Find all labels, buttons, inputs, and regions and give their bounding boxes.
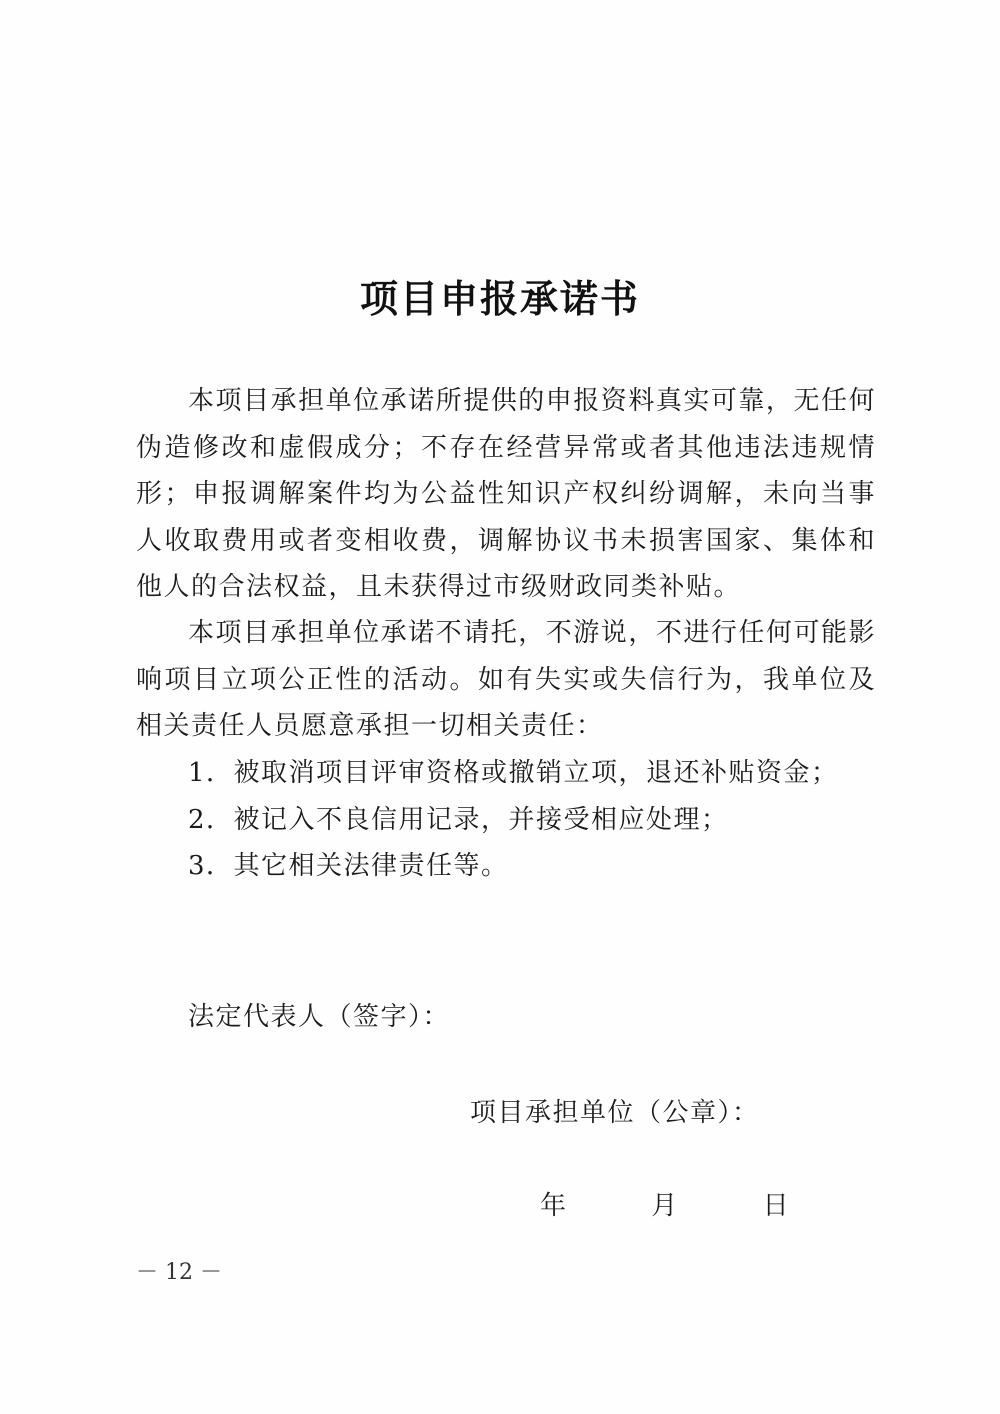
- date-day-label: 日: [762, 1191, 791, 1221]
- consequence-list: [188, 750, 888, 890]
- paragraph-text: 本项目承担单位承诺所提供的申报资料真实可靠，无任何伪造修改和虚假成分；不存在经营异常或者其他违法违规情形；申报调解案件均为公益性知识产权纠纷调解，未向当事人收取费用或者变相收费，调解协议书未损害国家、集体和他人的合法权益，且未获得过市级财政同类补贴。: [136, 386, 876, 602]
- date-month-label: 月: [651, 1191, 679, 1221]
- unit-seal-label: 项目承担单位（公章）：: [470, 1098, 760, 1128]
- paragraph-commitment-authenticity: [136, 378, 876, 611]
- page-number: － 12 －: [136, 1260, 222, 1285]
- list-item: 3．其它相关法律责任等。: [188, 851, 509, 881]
- legal-representative-signature-label: 法定代表人（签字）：: [188, 1002, 451, 1032]
- date-line: [540, 1185, 830, 1222]
- paragraph-commitment-integrity: [136, 610, 876, 750]
- list-item: 2．被记入不良信用记录，并接受相应处理；: [188, 804, 729, 835]
- page-title: 项目申报承诺书: [359, 277, 640, 321]
- date-year-label: 年: [540, 1191, 568, 1221]
- list-item: 1．被取消项目评审资格或撤销立项，退还补贴资金；: [188, 758, 839, 788]
- paragraph-text: 本项目承担单位承诺不请托，不游说，不进行任何可能影响项目立项公正性的活动。如有失实或失信行为，我单位及相关责任人员愿意承担一切相关责任：: [136, 618, 876, 741]
